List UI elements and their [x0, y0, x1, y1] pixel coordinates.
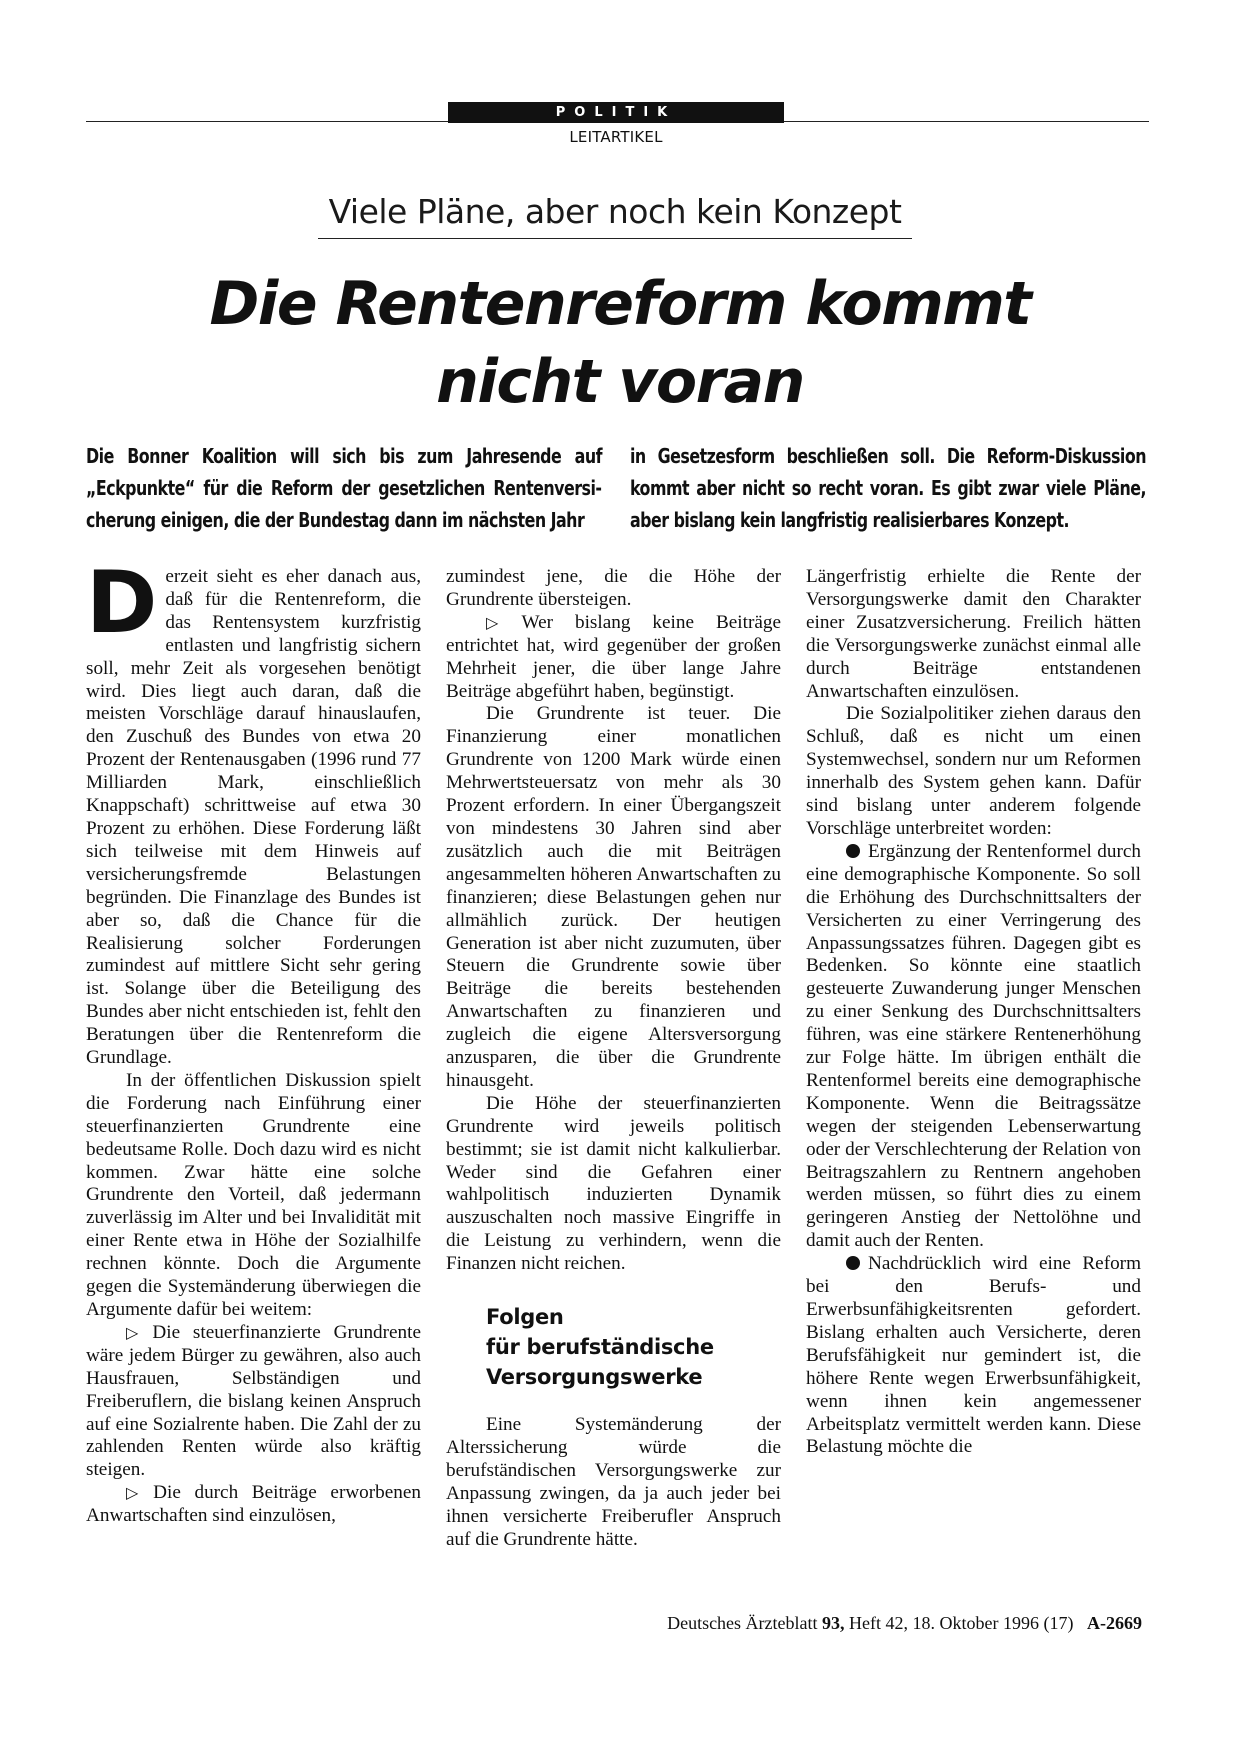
list-item	[86, 1322, 421, 1482]
paragraph: Die Grundrente ist teuer. Die Finanzierung einer monatlichen Grundrente von 1200 Mark würde einen Mehrwertsteuersatz von mehr als 30 Prozent erfordern. In einer Übergangszeit von mindestens 30 Jahren sind aber zusätzlich auch die mit Beiträgen angesammelten höheren Anwartschaften zu finanzieren; diese Belastungen gehen nur allmählich zurück. Der heutigen Generation ist aber nicht zuzumuten, über Steuern die Grundrente sowie über Beiträge die bereits bestehenden Anwartschaften zu finanzieren und zugleich die eigene Altersversorgung anzusparen, die über die Grundrente hinausgeht.	[446, 703, 781, 1091]
column-1	[86, 553, 422, 1528]
journal-issue: Heft 42, 18. Oktober 1996 (17)	[849, 1613, 1074, 1633]
list-item-text: Die durch Beiträge erworbenen Anwartschaften sind einzulösen,	[86, 1482, 421, 1527]
paragraph: Längerfristig erhielte die Rente der Versorgungswerke damit den Charakter einer Zusatzversicherung. Freilich hätten die Versorgungswerke zunächst einmal alle durch Beiträge entstandenen Anwartschaften einzulösen.	[806, 566, 1141, 702]
paragraph: Die Höhe der steuerfinanzierten Grundrente wird jeweils politisch bestimmt; sie ist damit nicht kalkulierbar. Weder sind die Gefahren einer wahlpolitisch induzierten Dynamik auszuschalten noch massive Eingriffe in die Leistung zu verhindern, wenn die Finanzen nicht reichen.	[446, 1092, 781, 1275]
kicker: Viele Pläne, aber noch kein Konzept	[328, 192, 902, 231]
list-item-text: Nachdrücklich wird eine Reform bei den Berufs- und Erwerbsunfähigkeitsrenten gefordert. Bislang erhalten auch Versicherte, deren Berufsfähigkeit nur gemindert ist, die höhere Rente wegen Erwerbsunfähigkeit, wenn ihnen kein angemessener Arbeitsplatz vermittelt werden kann. Diese Belastung möchte die	[806, 1253, 1141, 1458]
paragraph-text: erzeit sieht es eher danach aus, daß für die Rentenreform, die das Rentensystem kurzfristig entlasten und langfristig sichern soll, mehr Zeit als vorgesehen benötigt wird. Dies liegt auch daran, daß die meisten Vorschläge darauf hinauslaufen, den Zuschuß des Bundes von etwa 20 Prozent der Rentenausgaben (1996 rund 77 Milliarden Mark, einschließlich Knappschaft) schrittweise auf etwa 30 Prozent zu erhöhen. Diese Forderung läßt sich teilweise mit dem Hinweis auf versicherungsfremde Belastungen begründen. Die Finanzlage des Bundes ist aber so, daß die Chance für die Realisierung solcher Forderungen zumindest auf mittlere Sicht sehr gering ist. Solange über die Beteiligung des Bundes aber nicht entschieden ist, fehlt den Beratungen über die Rentenreform die Grundlage.	[86, 566, 421, 1069]
list-item-text: Ergänzung der Rentenformel durch eine demographische Komponente. So soll die Erhöhung des Durchschnittsalters der Versicherten zu einer Verringerung des Anpassungssatzes führen. Dagegen gibt es Bedenken. So könnte eine staatlich gesteuerte Zuwanderung junger Menschen zu einer Senkung des Durchschnittsalters führen, was eine stärkere Rentenerhöhung zur Folge hätte. Im übrigen enthält die Rentenformel bereits eine demographische Komponente. Wenn die Beitragssätze wegen der steigenden Lebenserwartung oder der Verschlechterung der Relation von Beitragszahlern zu Rentnern angehoben werden müssen, so führt dies zu einem geringeren Anstieg der Nettolöhne und damit auch der Renten.	[806, 840, 1141, 1252]
list-item-text: Wer bislang keine Beiträge entrichtet hat, wird gegenüber der großen Mehrheit jener, die über lange Jahre Beiträge abgeführt haben, begünstigt.	[446, 611, 781, 702]
subheading	[486, 1302, 781, 1392]
subheading-line: Folgen	[486, 1305, 564, 1330]
column-2	[446, 566, 781, 1552]
section-subrubric: LEITARTIKEL	[569, 128, 663, 146]
journal-volume: 93,	[822, 1613, 845, 1633]
list-item-text: Die steuerfinanzierte Grundrente wäre jedem Bürger zu gewähren, also auch Hausfrauen, Selbständigen und Freiberuflern, die bislang keinen Anspruch auf eine Sozialrente haben. Die Zahl der zu zahlenden Renten würde also kräftig steigen.	[86, 1321, 422, 1481]
subheading-line: für berufständische	[486, 1335, 714, 1360]
triangle-bullet-icon: ▷	[126, 1322, 147, 1342]
headline-line-1: Die Rentenreform kommt	[209, 269, 1031, 339]
list-item	[86, 1482, 421, 1528]
page-footer	[667, 1613, 1142, 1634]
kicker-rule	[318, 238, 912, 239]
list-item	[806, 841, 1141, 1253]
column-3	[806, 566, 1141, 1459]
paragraph: zumindest jene, die die Höhe der Grundrente übersteigen.	[446, 566, 781, 610]
paragraph: Die Sozialpolitiker ziehen daraus den Schluß, daß es nicht um einen Systemwechsel, sondern nur um Reformen innerhalb des System gehen kann. Dafür sind bislang unter anderem folgende Vorschläge unterbreitet worden:	[806, 703, 1141, 839]
subheading-line: Versorgungswerke	[486, 1365, 703, 1390]
list-item	[446, 612, 781, 704]
paragraph: In der öffentlichen Diskussion spielt die Forderung nach Einführung einer steuerfinanzierten Grundrente eine bedeutsame Rolle. Doch dazu wird es nicht kommen. Zwar hätte eine solche Grundrente den Vorteil, daß jedermann zuverlässig im Alter und bei Invalidität mit einer Rente etwa in Höhe der Sozialhilfe rechnen könnte. Doch die Argumente gegen die Systemänderung überwiegen die Argumente dafür bei weitem:	[86, 1069, 421, 1320]
triangle-bullet-icon: ▷	[126, 1483, 148, 1503]
page-number: A-2669	[1087, 1613, 1142, 1633]
paragraph	[86, 553, 421, 1070]
list-item	[806, 1253, 1141, 1459]
triangle-bullet-icon: ▷	[486, 612, 516, 632]
drop-cap: D	[86, 553, 158, 653]
journal-name: Deutsches Ärzteblatt	[667, 1613, 818, 1633]
headline-line-2: nicht voran	[436, 347, 804, 417]
bullet-dot-icon	[846, 1256, 860, 1270]
headline	[140, 265, 1100, 421]
section-rubric: POLITIK	[448, 102, 784, 123]
lead-left: Die Bonner Koalition will sich bis zum Jahresende auf „Eckpunkte“ für die Reform der gesetzlichen Rentenversicherung einigen, die der Bundestag dann im nächsten Jahr	[86, 444, 602, 532]
bullet-dot-icon	[846, 844, 860, 858]
lead-right: in Gesetzesform beschließen soll. Die Reform-Diskussion kommt aber nicht so recht voran. Es gibt zwar viele Pläne, aber bislang kein langfristig realisierbares Konzept.	[630, 444, 1146, 532]
paragraph: Eine Systemänderung der Alterssicherung würde die berufständischen Versorgungswerke zur Anpassung zwingen, da ja auch jeder bei ihnen versicherte Freiberufler Anspruch auf die Grundrente hätte.	[446, 1414, 781, 1550]
